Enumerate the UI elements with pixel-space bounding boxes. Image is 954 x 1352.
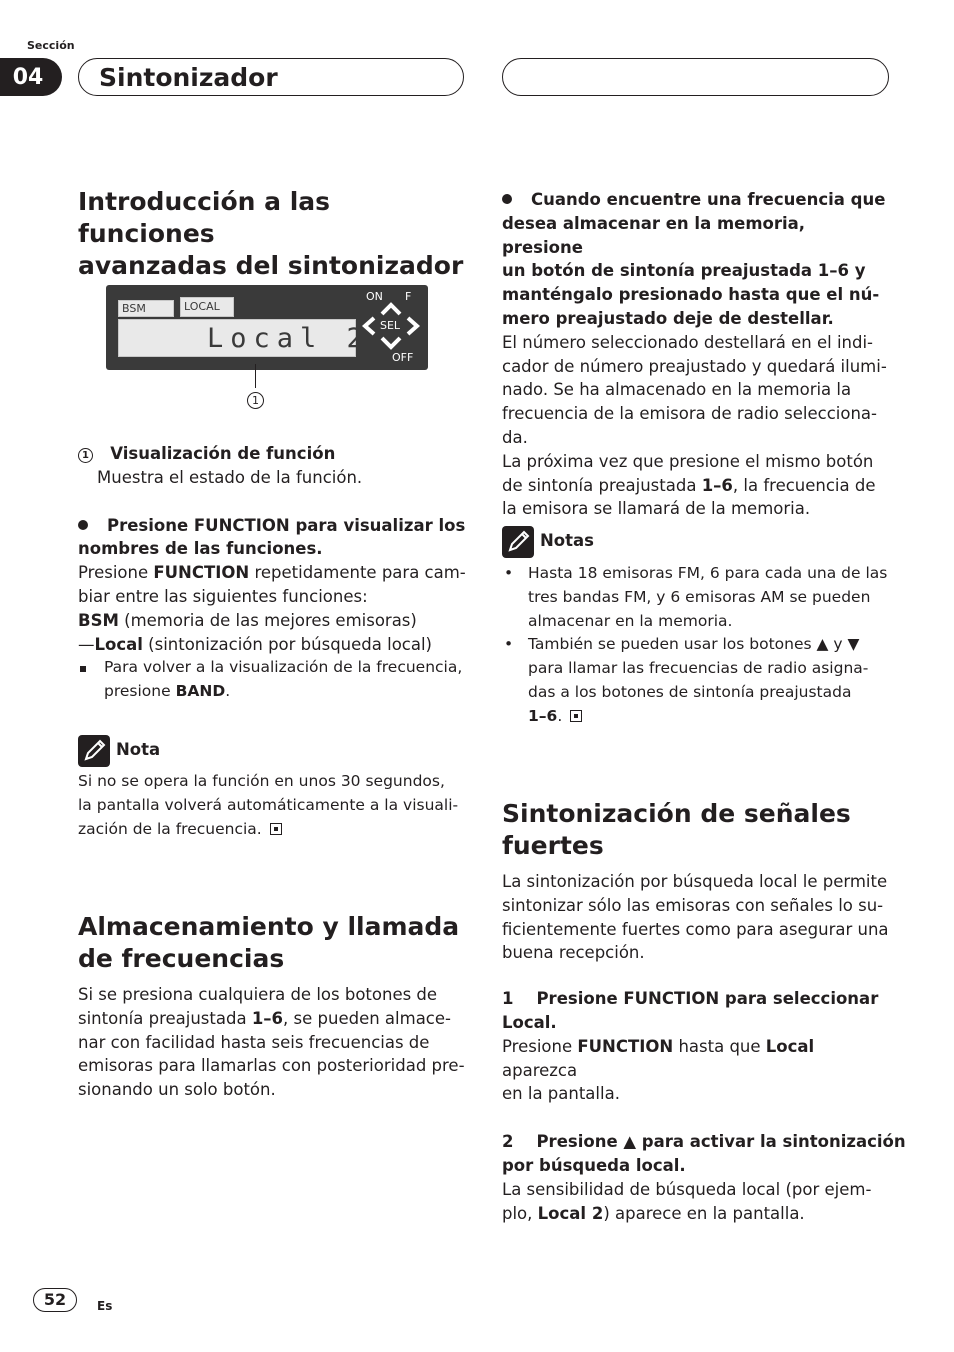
callout-number: 1 bbox=[247, 392, 264, 409]
fuertes-section bbox=[502, 798, 906, 1225]
t: 1 Presione FUNCTION para seleccionar bbox=[502, 989, 879, 1009]
legend-desc: Muestra el estado de la función. bbox=[97, 467, 363, 487]
t: sintonía preajustada bbox=[78, 1008, 252, 1028]
t: manténgalo presionado hasta que el nú- bbox=[502, 285, 880, 305]
square-bullet-icon bbox=[80, 656, 86, 680]
intro-section bbox=[78, 186, 466, 282]
section-number: 04 bbox=[0, 58, 62, 96]
legend-title: Visualización de función bbox=[110, 444, 336, 463]
intro-step-line2: nombres de las funciones. bbox=[78, 539, 323, 559]
section-title-empty-pill bbox=[502, 58, 889, 96]
t: la emisora se llamará de la memoria. bbox=[502, 499, 811, 519]
t: fuertes bbox=[502, 831, 604, 860]
almacen-text bbox=[78, 983, 466, 1102]
t: Si se presiona cualquiera de los botones de bbox=[78, 985, 438, 1004]
bullet-icon: • bbox=[504, 564, 514, 582]
display-off-label: OFF bbox=[392, 351, 414, 364]
display-down-arrow-icon bbox=[382, 338, 400, 347]
bullet-icon: • bbox=[504, 635, 514, 654]
right-step bbox=[502, 188, 890, 331]
page-number: 52 bbox=[33, 1288, 77, 1312]
t: ) aparece en la pantalla. bbox=[603, 1203, 805, 1223]
notas-heading bbox=[502, 525, 890, 557]
fuertes-step1 bbox=[502, 987, 890, 1035]
t: Almacenamiento y llamada bbox=[78, 912, 460, 941]
display-up-arrow-icon bbox=[382, 305, 400, 314]
t: Presione bbox=[502, 1036, 578, 1056]
t: — bbox=[78, 634, 95, 654]
almacen-section bbox=[78, 911, 466, 1102]
t: la pantalla volverá automáticamente a la visuali- bbox=[78, 795, 459, 814]
t: FUNCTION bbox=[153, 563, 250, 583]
t: frecuencia de la emisora de radio selecciona- bbox=[502, 404, 877, 424]
t: das a los botones de sintonía preajustada bbox=[528, 682, 852, 701]
t: nar con facilidad hasta seis frecuencias de bbox=[78, 1032, 430, 1052]
notas-heading-text: Notas bbox=[540, 531, 594, 550]
t: por búsqueda local. bbox=[502, 1155, 686, 1175]
t: La próxima vez que presione el mismo botón bbox=[502, 451, 874, 471]
t: (sintonización por búsqueda local) bbox=[142, 634, 432, 654]
t: , se pueden almace- bbox=[283, 1008, 451, 1028]
right-step-section bbox=[502, 188, 890, 521]
end-mark-icon bbox=[270, 823, 282, 835]
t: BAND bbox=[175, 682, 226, 701]
display-lcd-text: Local 2 bbox=[207, 323, 370, 354]
display-sel-label: SEL bbox=[380, 319, 401, 332]
t: cador de número preajustado y quedará ilumi- bbox=[502, 356, 887, 376]
t: . bbox=[557, 706, 563, 725]
t: (memoria de las mejores emisoras) bbox=[118, 610, 417, 630]
t: También se pueden usar los botones ▲ y ▼ bbox=[528, 635, 860, 654]
bsm-line bbox=[78, 609, 466, 633]
t: La sensibilidad de búsqueda local (por ejem- bbox=[502, 1179, 872, 1199]
nota-heading-text: Nota bbox=[116, 740, 161, 759]
nota-section bbox=[78, 734, 466, 841]
nota-text bbox=[78, 770, 466, 841]
t: para llamar las frecuencias de radio asigna- bbox=[528, 659, 869, 678]
t: Presione bbox=[78, 563, 154, 583]
display-f-label: F bbox=[405, 290, 412, 303]
nota-heading bbox=[78, 734, 466, 766]
t: La sintonización por búsqueda local le permite bbox=[502, 872, 888, 891]
t: Hasta 18 emisoras FM, 6 para cada una de las bbox=[528, 564, 888, 582]
t: emisoras para llamarlas con posterioridad pre- bbox=[78, 1056, 465, 1076]
t: de sintonía preajustada bbox=[502, 475, 702, 495]
t: 1–6 bbox=[251, 1008, 284, 1028]
intro-step bbox=[78, 514, 466, 562]
notas-section bbox=[502, 525, 890, 729]
t: plo, bbox=[502, 1203, 538, 1223]
t: mero preajustado deje de destellar. bbox=[502, 308, 834, 328]
t: aparezca bbox=[502, 1060, 578, 1080]
fuertes-step2 bbox=[502, 1130, 906, 1178]
display-local-tag: LOCAL bbox=[180, 297, 234, 317]
t: tres bandas FM, y 6 emisoras AM se pueden bbox=[528, 587, 871, 606]
t: Si no se opera la función en unos 30 segundos, bbox=[78, 772, 445, 790]
t: Para volver a la visualización de la frecuencia, bbox=[104, 658, 463, 677]
intro-title-line2: avanzadas del sintonizador bbox=[78, 251, 464, 280]
t: en la pantalla. bbox=[502, 1084, 620, 1104]
right-para1 bbox=[502, 331, 890, 450]
display-on-label: ON bbox=[366, 290, 383, 303]
t: Local. bbox=[502, 1012, 557, 1032]
t: Local 2 bbox=[537, 1203, 604, 1223]
t: 2 Presione ▲ para activar la sintonización bbox=[502, 1132, 906, 1152]
t: . bbox=[225, 682, 231, 701]
intro-body bbox=[78, 442, 466, 704]
t: Local bbox=[94, 634, 143, 654]
t: sionando un solo botón. bbox=[78, 1080, 276, 1100]
t: Sintonización de señales bbox=[502, 799, 851, 828]
t: sintonizar sólo las emisoras con señales lo su- bbox=[502, 895, 884, 915]
fuertes-step1-text bbox=[502, 1035, 890, 1106]
step-bullet-icon bbox=[78, 520, 88, 530]
t: BSM bbox=[78, 610, 119, 630]
t: almacenar en la memoria. bbox=[528, 611, 733, 630]
intro-title-line1: Introducción a las funciones bbox=[78, 187, 331, 248]
t: buena recepción. bbox=[502, 943, 645, 963]
t: ficientemente fuertes como para asegurar una bbox=[502, 919, 889, 939]
fuertes-intro bbox=[502, 870, 890, 965]
t: da. bbox=[502, 427, 528, 447]
t: un botón de sintonía preajustada 1–6 y bbox=[502, 261, 866, 281]
legend-number: 1 bbox=[78, 448, 93, 463]
step-bullet-icon bbox=[502, 194, 512, 204]
section-label: Sección bbox=[27, 39, 75, 52]
notas-bullet-1 bbox=[502, 562, 890, 633]
t: Cuando encuentre una frecuencia que bbox=[531, 190, 886, 209]
fuertes-step2-text bbox=[502, 1178, 890, 1226]
t: FUNCTION bbox=[577, 1036, 674, 1056]
display-right-arrow-icon bbox=[408, 318, 417, 334]
display-bsm-tag: BSM bbox=[118, 300, 174, 317]
callout-line bbox=[255, 364, 256, 388]
t: desea almacenar en la memoria, presione bbox=[502, 213, 806, 257]
right-para2 bbox=[502, 450, 890, 521]
t: de frecuencias bbox=[78, 944, 285, 973]
t: presione bbox=[104, 682, 176, 701]
legend-item bbox=[78, 442, 466, 466]
t: 1–6 bbox=[528, 706, 558, 725]
section-title bbox=[78, 58, 464, 96]
t: Local bbox=[765, 1036, 815, 1056]
t: biar entre las siguientes funciones: bbox=[78, 586, 368, 606]
language-code: Es bbox=[97, 1299, 113, 1313]
intro-step-line1: Presione FUNCTION para visualizar los bbox=[107, 515, 466, 535]
note-pencil-icon bbox=[502, 526, 534, 558]
intro-title bbox=[78, 186, 466, 282]
t: , la frecuencia de bbox=[732, 475, 876, 495]
display-left-arrow-icon bbox=[365, 318, 374, 334]
almacen-title bbox=[78, 911, 466, 975]
fuertes-title bbox=[502, 798, 890, 862]
sub-note bbox=[78, 656, 466, 704]
t: El número seleccionado destellará en el indi- bbox=[502, 332, 873, 352]
local-line bbox=[78, 633, 466, 657]
notas-bullet-2 bbox=[502, 633, 890, 728]
t: 1–6 bbox=[701, 475, 733, 495]
t: repetidamente para cam- bbox=[249, 563, 466, 583]
note-pencil-icon bbox=[78, 735, 110, 767]
t: hasta que bbox=[673, 1036, 766, 1056]
t: zación de la frecuencia. bbox=[78, 819, 262, 838]
end-mark-icon bbox=[570, 710, 582, 722]
intro-para bbox=[78, 561, 466, 609]
t: nado. Se ha almacenado en la memoria la bbox=[502, 380, 852, 400]
section-title-text: Sintonizador bbox=[99, 62, 278, 92]
